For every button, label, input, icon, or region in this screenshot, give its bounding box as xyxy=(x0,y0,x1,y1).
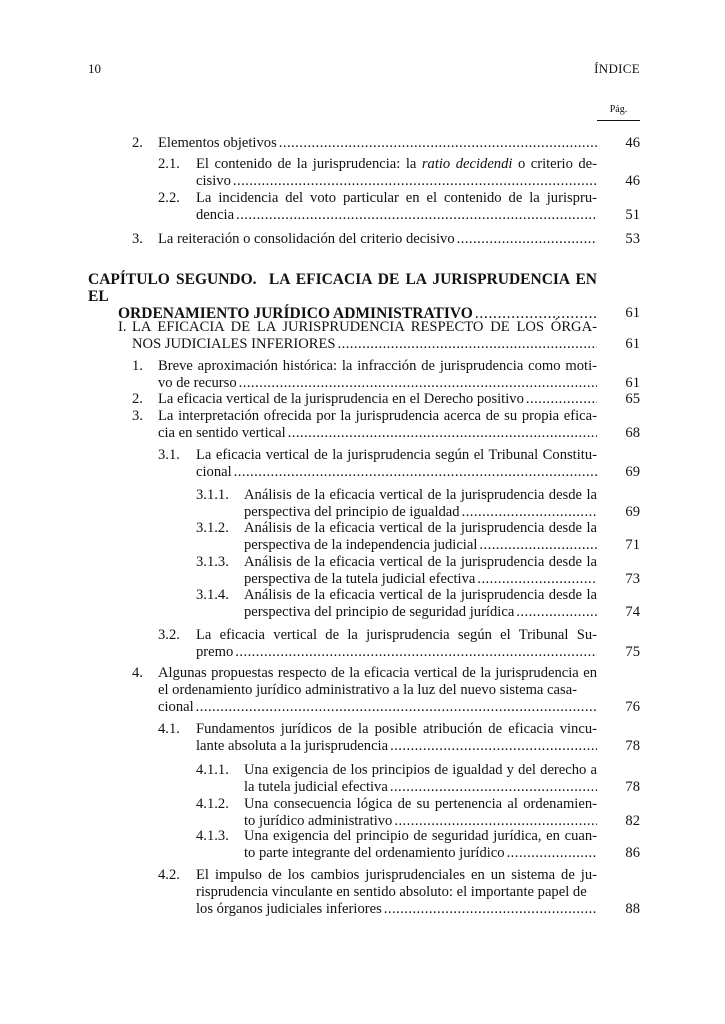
entry-page: 46 xyxy=(625,135,640,151)
entry-number: 4.1.3. xyxy=(196,828,229,844)
entry-title: dencia xyxy=(196,207,235,223)
entry-page: 78 xyxy=(625,779,640,795)
toc-entry xyxy=(158,627,640,661)
entry-page: 65 xyxy=(625,391,640,407)
dot-leader xyxy=(233,173,597,190)
toc-entry xyxy=(196,762,640,796)
entry-page: 82 xyxy=(625,813,640,829)
dot-leader xyxy=(390,738,597,755)
entry-title: Una consecuencia lógica de su pertenencia al ordenamien- xyxy=(244,796,597,812)
entry-title: La eficacia vertical de la jurisprudencia según el Tribunal Constitu- xyxy=(196,447,597,463)
entry-title: cisivo xyxy=(196,173,231,189)
toc-entry xyxy=(196,587,640,621)
entry-number: 3.1.2. xyxy=(196,520,229,536)
dot-leader xyxy=(526,391,597,408)
toc-entry xyxy=(196,828,640,862)
pag-label: Pág. xyxy=(609,104,628,115)
dot-leader xyxy=(235,644,597,661)
entry-title: premo xyxy=(196,644,234,660)
entry-number: 1. xyxy=(132,358,143,374)
entry-title: La eficacia vertical de la jurisprudencia en el Derecho positivo xyxy=(158,391,524,407)
toc-entry xyxy=(132,135,640,152)
dot-leader xyxy=(479,537,597,554)
dot-leader xyxy=(279,135,597,152)
entry-title-italic: ratio decidendi xyxy=(421,156,513,172)
dot-leader xyxy=(239,375,597,392)
entry-title: vo de recurso xyxy=(158,375,237,391)
entry-page: 68 xyxy=(625,425,640,441)
entry-title: to parte integrante del ordenamiento jurídico xyxy=(244,845,505,861)
entry-number: 2. xyxy=(132,391,143,407)
entry-title: Una exigencia de los principios de igualdad y del derecho a xyxy=(244,762,597,778)
dot-leader xyxy=(477,571,597,588)
page-number: 10 xyxy=(88,61,101,76)
entry-title-cont: o criterio de- xyxy=(512,156,597,172)
dot-leader xyxy=(384,901,597,918)
entry-page: 51 xyxy=(625,207,640,223)
entry-page: 86 xyxy=(625,845,640,861)
entry-title: LA EFICACIA DE LA JURISPRUDENCIA RESPECTO DE LOS ÓRGA- xyxy=(132,319,597,335)
entry-page: 75 xyxy=(625,644,640,660)
chapter-label: CAPÍTULO SEGUNDO. xyxy=(88,271,257,288)
dot-leader xyxy=(462,504,597,521)
entry-title: La incidencia del voto particular en el contenido de la jurispru- xyxy=(196,190,597,206)
toc-entry xyxy=(132,231,640,248)
entry-page: 61 xyxy=(625,375,640,391)
dot-leader xyxy=(236,207,597,224)
entry-title: Una exigencia del principio de seguridad jurídica, en cuan- xyxy=(244,828,597,844)
entry-title: to jurídico administrativo xyxy=(244,813,393,829)
entry-title: La eficacia vertical de la jurisprudencia según el Tribunal Su- xyxy=(196,627,597,643)
entry-number: 3.2. xyxy=(158,627,180,643)
entry-title: lante absoluta a la jurisprudencia xyxy=(196,738,389,754)
entry-title: El contenido de la jurisprudencia: la xyxy=(196,156,422,172)
toc-entry xyxy=(196,487,640,521)
entry-number: 4.2. xyxy=(158,867,180,883)
entry-page: 74 xyxy=(625,604,640,620)
entry-title: Elementos objetivos xyxy=(158,135,277,151)
entry-page: 69 xyxy=(625,464,640,480)
entry-title: cional xyxy=(158,699,194,715)
dot-leader xyxy=(507,845,597,862)
entry-title: perspectiva del principio de igualdad xyxy=(244,504,460,520)
dot-leader xyxy=(196,699,597,716)
toc-entry xyxy=(132,408,640,442)
entry-number: 2.2. xyxy=(158,190,180,206)
entry-number: 2. xyxy=(132,135,143,151)
toc-entry xyxy=(132,391,640,408)
entry-page: 76 xyxy=(625,699,640,715)
entry-title: Análisis de la eficacia vertical de la jurisprudencia desde la xyxy=(244,554,597,570)
toc-entry xyxy=(196,520,640,554)
entry-title: La reiteración o consolidación del criterio decisivo xyxy=(158,231,455,247)
entry-title: Análisis de la eficacia vertical de la jurisprudencia desde la xyxy=(244,587,597,603)
toc-entry xyxy=(196,554,640,588)
entry-title: los órganos judiciales inferiores xyxy=(196,901,382,917)
dot-leader xyxy=(288,425,597,442)
dot-leader xyxy=(457,231,597,248)
entry-number: 3.1.4. xyxy=(196,587,229,603)
entry-title: perspectiva de la independencia judicial xyxy=(244,537,478,553)
entry-number: I. xyxy=(118,319,127,335)
entry-title: Análisis de la eficacia vertical de la jurisprudencia desde la xyxy=(244,520,597,536)
entry-title: perspectiva de la tutela judicial efectiva xyxy=(244,571,476,587)
entry-page: 46 xyxy=(625,173,640,189)
entry-number: 4.1.2. xyxy=(196,796,229,812)
entry-title: la tutela judicial efectiva xyxy=(244,779,388,795)
entry-page: 61 xyxy=(625,336,640,352)
entry-page: 53 xyxy=(625,231,640,247)
toc-entry xyxy=(158,190,640,224)
toc-entry xyxy=(196,796,640,830)
toc-entry xyxy=(132,358,640,392)
entry-title: Breve aproximación histórica: la infracción de jurisprudencia como moti- xyxy=(158,358,597,374)
entry-page: 69 xyxy=(625,504,640,520)
pag-rule xyxy=(597,120,640,121)
entry-title: NOS JUDICIALES INFERIORES xyxy=(132,336,336,352)
entry-page: 88 xyxy=(625,901,640,917)
running-head: ÍNDICE xyxy=(594,61,640,76)
dot-leader xyxy=(234,464,597,481)
chapter-heading xyxy=(88,271,640,322)
entry-title: Algunas propuestas respecto de la eficacia vertical de la jurisprudencia en el ordenamiento jurídico administrativo a la luz del nuevo sistema casa- xyxy=(158,665,597,698)
chapter-title: ORDENAMIENTO JURÍDICO ADMINISTRATIVO xyxy=(118,305,473,322)
entry-number: 2.1. xyxy=(158,156,180,172)
entry-number: 4.1. xyxy=(158,721,180,737)
entry-number: 3.1.1. xyxy=(196,487,229,503)
entry-number: 4. xyxy=(132,665,143,681)
entry-number: 3. xyxy=(132,408,143,424)
entry-number: 3.1. xyxy=(158,447,180,463)
entry-title: El impulso de los cambios jurisprudenciales en un sistema de ju- risprudencia vinculante en sentido absoluto: el importante papel de xyxy=(196,867,597,900)
entry-page: 73 xyxy=(625,571,640,587)
entry-title: La interpretación ofrecida por la jurisprudencia acerca de su propia efica- xyxy=(158,408,597,424)
dot-leader xyxy=(516,604,597,621)
chapter-title: LA EFICACIA DE LA JURISPRUDENCIA EN EL xyxy=(88,271,597,305)
entry-number: 3.1.3. xyxy=(196,554,229,570)
entry-number: 4.1.1. xyxy=(196,762,229,778)
toc-entry xyxy=(158,447,640,481)
entry-title: cia en sentido vertical xyxy=(158,425,286,441)
entry-number: 3. xyxy=(132,231,143,247)
toc-entry xyxy=(118,319,640,353)
toc-entry xyxy=(158,721,640,755)
toc-entry xyxy=(158,867,640,918)
toc-entry xyxy=(132,665,640,716)
entry-title: perspectiva del principio de seguridad jurídica xyxy=(244,604,515,620)
dot-leader xyxy=(338,336,597,353)
dot-leader xyxy=(390,779,597,796)
entry-title: cional xyxy=(196,464,232,480)
entry-page: 71 xyxy=(625,537,640,553)
entry-title: Análisis de la eficacia vertical de la jurisprudencia desde la xyxy=(244,487,597,503)
entry-page: 61 xyxy=(625,305,640,321)
entry-page: 78 xyxy=(625,738,640,754)
entry-title: Fundamentos jurídicos de la posible atribución de eficacia vincu- xyxy=(196,721,597,737)
toc-entry xyxy=(158,156,640,190)
